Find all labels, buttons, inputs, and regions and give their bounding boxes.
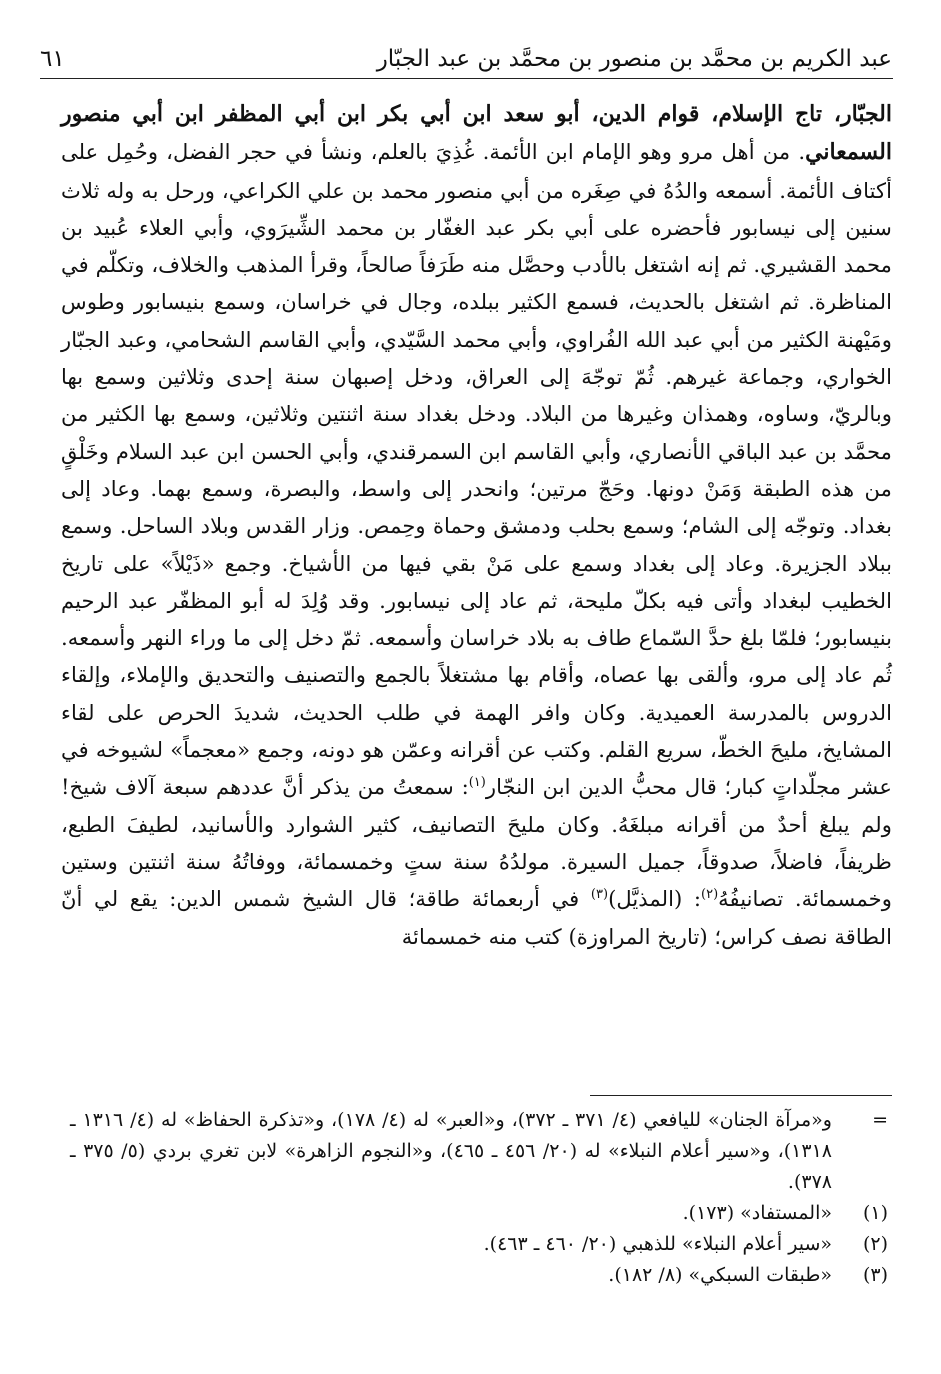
footnote-text: «طبقات السبكي» (٨/ ١٨٢). [608,1264,832,1286]
body-text-part-1: . من أهل مرو وهو الإمام ابن الأئمة. غُذِيَ بالعلم، ونشأ في حجر الفضل، وحُمِل على أكتاف الأئمة. أسمعه والدُهُ في صِغَره من أبي منصور محمد بن علي الكراعي، ورحل به وله ثلاث سنين إلى نيسابور فأحضره على أبي بكر عبد الغفّار بن محمد الشِّيرَوي، وأبي العلاء عُبيد بن محمد القشيري. ثم إنه اشتغل بالأدب وحصَّل منه طَرَفاً صالحاً، وقرأ المذهب والخلاف، وتكلّم في المناظرة. ثم اشتغل بالحديث، فسمع الكثير ببلده، وجال في خراسان، وسمع بنيسابور وطوس ومَيْهنة الكثير من أبي عبد الله الفُراوي، وأبي محمد السَّيّدي، وأبي القاسم الشحامي، وعبد الجبّار الخواري، وجماعة غيرهم. ثُمّ توجّهَ إلى العراق، ودخل إصبهان سنة إحدى وثلاثين وسمع بها وبالريّ، وساوه، وهمذان وغيرها من البلاد. ودخل بغداد سنة اثنتين وثلاثين، وسمع بها الكثير من محمَّد بن عبد الباقي الأنصاري، وأبي القاسم ابن السمرقندي، وأبي الحسن ابن عبد السلام وخَلْقٍ من هذه الطبقة وَمَنْ دونها. وحَجّ مرتين؛ وانحدر إلى واسط، والبصرة، وسمع بهما. وعاد إلى بغداد. وتوجّه إلى الشام؛ وسمع بحلب ودمشق وحماة وحِمص. وزار القدس وبلاد الساحل. وسمع ببلاد الجزيرة. وعاد إلى بغداد وسمع على مَنْ بقي فيها من الأشياخ. وجمع «ذَيْلاً» على تاريخ الخطيب لبغداد وأتى فيه بكلّ مليحة، ثم عاد إلى نيسابور. وقد وُلِدَ له أبو المظفّر عبد الرحيم بنيسابور؛ فلمّا بلغ حدَّ السّماع طاف به بلاد خراسان وأسمعه. ثمّ دخل إلى ما وراء النهر وأسمعه. ثُم عاد إلى مرو، وألقى بها عصاه، وأقام بها مشتغلاً بالجمع والتصنيف والتحديق والإملاء، وإلقاء الدروس بالمدرسة العميدية. وكان وافر الهمة في طلب الحديث، شديدَ الحرص على لقاء المشايخ، مليحَ الخطّ، سريع القلم. وكتب عن أقرانه وعمّن هو دونه، وجمع «معجماً» لشيوخه في عشر مجلّداتٍ كبار؛ قال محبُّ الدين ابن النجّار [61,139,892,800]
footnote-marker: (٢) [862,1233,888,1255]
footnote-text: «سير أعلام النبلاء» للذهبي (٢٠/ ٤٦٠ ـ ٤٦٣). [483,1233,832,1255]
footnote-marker: (١) [862,1202,888,1224]
footnotes-section [70,1105,892,1291]
running-title: عبد الكريم بن محمَّد بن منصور بن محمَّد بن عبد الجبّار [376,46,892,72]
footnote-separator [590,1095,892,1096]
footnote-3 [70,1260,892,1291]
subject-name: الجبّار، تاج الإسلام، قوام الدين، أبو سعد ابن أبي بكر ابن أبي المظفر ابن أبي منصور السمعاني [61,101,892,166]
header-rule [40,78,893,79]
biography-paragraph [61,95,892,955]
body-text-part-3: : (المذيَّل) [608,886,701,912]
footnote-reference-3[interactable]: (٣) [590,887,609,903]
body-text-part-2: : سمعتُ من يذكر أنَّ عددهم سبعة آلاف شيخ! ولم يبلغ أحدٌ من أقرانه مبلغَهُ. وكان مليحَ التصانيف، كثير الشوارد والأسانيد، لطيفَ الطبع، ظريفاً، فاضلاً، صدوقاً، جميل السيرة. مولدُهُ سنة ستٍ وخمسمائة، ووفاتُهُ سنة اثنتين وستين وخمسمائة. تصانيفُهُ [61,774,893,912]
footnote-reference-1[interactable]: (١) [468,775,486,791]
body-text-part-4: في أربعمائة طاقة؛ قال الشيخ شمس الدين: يقع لي أنّ الطاقة نصف كراس؛ (تاريخ المراوزة) كتب منه خمسمائة [61,886,892,949]
footnote-text: «المستفاد» (١٧٣). [682,1202,832,1224]
footnote-2 [70,1229,892,1260]
footnote-continued [70,1105,892,1198]
footnote-1 [70,1198,892,1229]
page-number: ٦١ [40,46,65,72]
footnote-marker: (٣) [862,1264,888,1286]
running-header [40,30,892,72]
footnote-text: و«مرآة الجنان» لليافعي (٤/ ٣٧١ ـ ٣٧٢)، و«العبر» له (٤/ ١٧٨)، و«تذكرة الحفاظ» له (٤/ ١٣١٦ ـ ١٣١٨)، و«سير أعلام النبلاء» له (٢٠/ ٤٥٦ ـ ٤٦٥)، و«النجوم الزاهرة» لابن تغري بردي (٥/ ٣٧٥ ـ ٣٧٨). [70,1109,832,1193]
footnote-marker: = [872,1109,888,1131]
footnote-reference-2[interactable]: (٢) [701,887,719,903]
